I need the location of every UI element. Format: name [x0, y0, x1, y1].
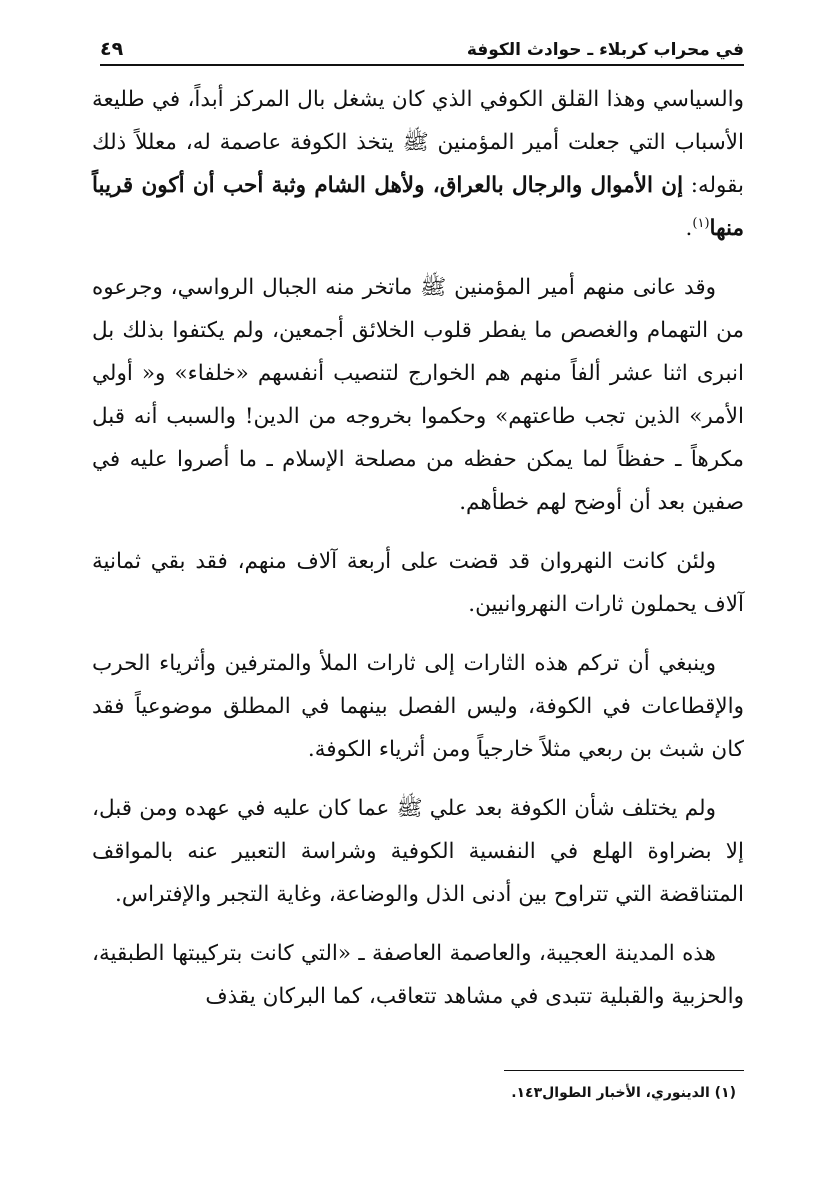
body-text: [92, 78, 744, 1034]
footnote-reference[interactable]: (١): [692, 215, 710, 231]
page-header: [100, 26, 744, 66]
paragraph-1-end: .: [685, 216, 693, 241]
paragraph-6: هذه المدينة العجيبة، والعاصمة العاصفة ـ «التي كانت بتركيبتها الطبقية، والحزبية والقبلية تتبدى في مشاهد تتعاقب، كما البركان يقذف: [92, 941, 744, 1009]
running-title: في محراب كربلاء ـ حوادث الكوفة: [466, 40, 744, 60]
footnote-divider: [504, 1070, 744, 1071]
paragraph-3: ولئن كانت النهروان قد قضت على أربعة آلاف منهم، فقد بقي ثمانية آلاف يحملون ثارات النهروانيين.: [92, 549, 744, 617]
paragraph-4: وينبغي أن تركم هذه الثارات إلى ثارات الملأ والمترفين وأثرياء الحرب والإقطاعات في الكوفة، وليس الفصل بينهما في المطلق موضوعياً فقد كان شبث بن ربعي مثلاً خارجياً ومن أثرياء الكوفة.: [92, 651, 744, 762]
paragraph-1-text: والسياسي وهذا القلق الكوفي الذي كان يشغل بال المركز أبداً، في طليعة الأسباب التي جعلت أمير المؤمنين ﷺ يتخذ الكوفة عاصمة له، معللاً ذلك بقوله:: [92, 87, 744, 198]
paragraph-1: [92, 78, 744, 250]
footnote: (١) الدينوري، الأخبار الطوال١٤٣.: [511, 1085, 736, 1101]
quote-bold: إن الأموال والرجال بالعراق، ولأهل الشام وثبة أحب أن أكون قريباً منها: [92, 173, 744, 241]
page-number: ٤٩: [100, 38, 124, 60]
paragraph-2: وقد عانى منهم أمير المؤمنين ﷺ ماتخر منه الجبال الرواسي، وجرعوه من التهمام والغصص ما يفطر قلوب الخلائق أجمعين، ولم يكتفوا بذلك بل انبرى اثنا عشر ألفاً منهم هم الخوارج لتنصيب أنفسهم «خلفاء» و« أولي الأمر» الذين تجب طاعتهم» وحكموا بخروجه من الدين! والسبب أنه قبل مكرهاً ـ حفظاً لما يمكن حفظه من مصلحة الإسلام ـ ما أصروا عليه في صفين بعد أن أوضح لهم خطأهم.: [92, 275, 744, 515]
paragraph-5: ولم يختلف شأن الكوفة بعد علي ﷺ عما كان عليه في عهده ومن قبل، إلا بضراوة الهلع في النفسية الكوفية وشراسة التعبير عنه بالمواقف المتناقضة التي تتراوح بين أدنى الذل والوضاعة، وغاية التجبر والإفتراس.: [92, 796, 744, 907]
